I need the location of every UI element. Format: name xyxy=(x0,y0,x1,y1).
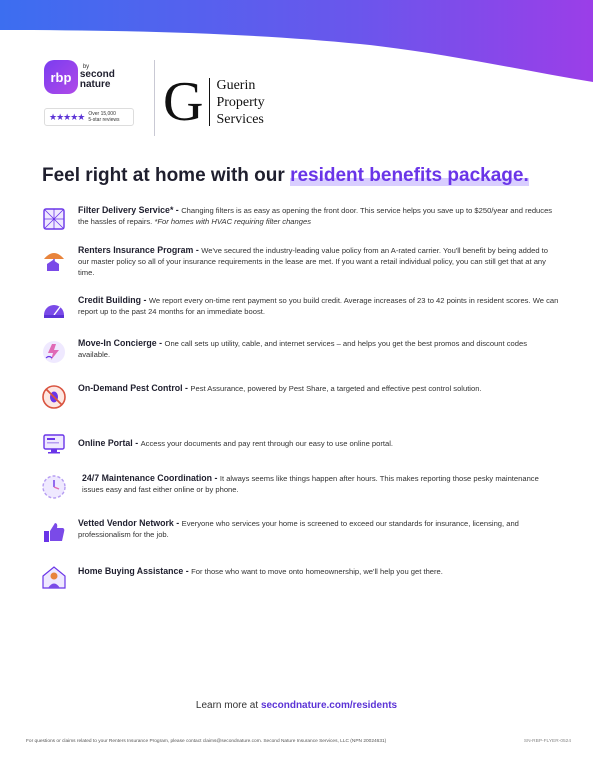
guerin-name-line1: Guerin xyxy=(216,77,256,93)
benefit-filter-delivery: Filter Delivery Service* - Changing filters is as easy as opening the front door. This service helps you save up to $250/year and reduces the hassles of repairs. *For homes with HVAC requiring filter changes xyxy=(40,205,560,233)
star-rating-icon: ★★★★★ xyxy=(49,111,85,122)
guerin-divider xyxy=(209,78,210,126)
benefit-online-portal: Online Portal - Access your documents and pay rent through our easy to use online portal. xyxy=(40,430,560,458)
no-pest-icon xyxy=(40,383,68,411)
guerin-name-line2: Property xyxy=(216,94,265,110)
residents-link[interactable]: secondnature.com/residents xyxy=(260,700,398,711)
utilities-icon xyxy=(40,338,68,366)
guerin-name-line3: Services xyxy=(216,111,264,127)
credit-gauge-icon xyxy=(40,295,68,323)
footer-disclaimer: For questions or claims related to your Renters Insurance Program, please contact claims@secondnature.com. Second Nature Insurance Services, LLC (NPN 20024631) xyxy=(26,739,387,744)
benefit-move-in-concierge: Move-In Concierge - One call sets up utility, cable, and internet services – and helps you get the best promos and discount codes available. xyxy=(40,338,560,366)
guerin-logo xyxy=(163,71,265,133)
umbrella-house-icon xyxy=(40,245,68,273)
benefit-maintenance-coordination: 24/7 Maintenance Coordination - It always seems like things happen after hours. This makes reporting those pesky maintenance issues easy and fast either online or by phone. xyxy=(40,473,560,501)
logo-area xyxy=(44,60,265,140)
rbp-logo-block xyxy=(44,60,144,126)
learn-more: Learn more at secondnature.com/residents xyxy=(195,700,398,711)
house-person-icon xyxy=(40,563,68,591)
monitor-icon xyxy=(40,430,68,458)
rating-count: Over 15,000 xyxy=(88,111,116,117)
benefit-home-buying: Home Buying Assistance - For those who want to move onto homeownership, we'll help you get there. xyxy=(40,563,560,591)
page-headline: Feel right at home with our resident benefits package. xyxy=(42,165,529,186)
rating-label: 5-star reviews xyxy=(88,117,120,123)
benefit-vetted-vendors: Vetted Vendor Network - Everyone who services your home is screened to exceed our standards for insurance, licensing, and professionalism for the job. xyxy=(40,518,560,546)
benefit-pest-control: On-Demand Pest Control - Pest Assurance, powered by Pest Share, a targeted and effective pest control solution. xyxy=(40,383,560,411)
document-code: SN-RBP-FLYER-0524 xyxy=(523,739,571,744)
benefit-renters-insurance: Renters Insurance Program - We've secured the industry-leading value policy from an A-rated carrier. You'll benefit by being added to our master policy so all of your insurance requirements in the lease are met. If you want a retail individual policy, you can still get that at any time. xyxy=(40,245,560,278)
clock-icon xyxy=(40,473,68,501)
rbp-logo: rbp xyxy=(44,60,78,94)
headline-highlight: resident benefits package. xyxy=(290,165,529,186)
guerin-letter: G xyxy=(163,71,204,133)
by-text: by xyxy=(82,64,90,70)
air-filter-icon xyxy=(40,205,68,233)
rating-badge xyxy=(44,108,134,126)
second-nature-logo-text: second nature xyxy=(79,69,115,90)
benefit-credit-building: Credit Building - We report every on-time rent payment so you build credit. Average increases of 23 to 42 points in resident scores. We can report up to the past 24 months for an immediate boost. xyxy=(40,295,560,323)
thumbs-up-icon xyxy=(40,518,68,546)
logo-divider xyxy=(154,60,155,136)
